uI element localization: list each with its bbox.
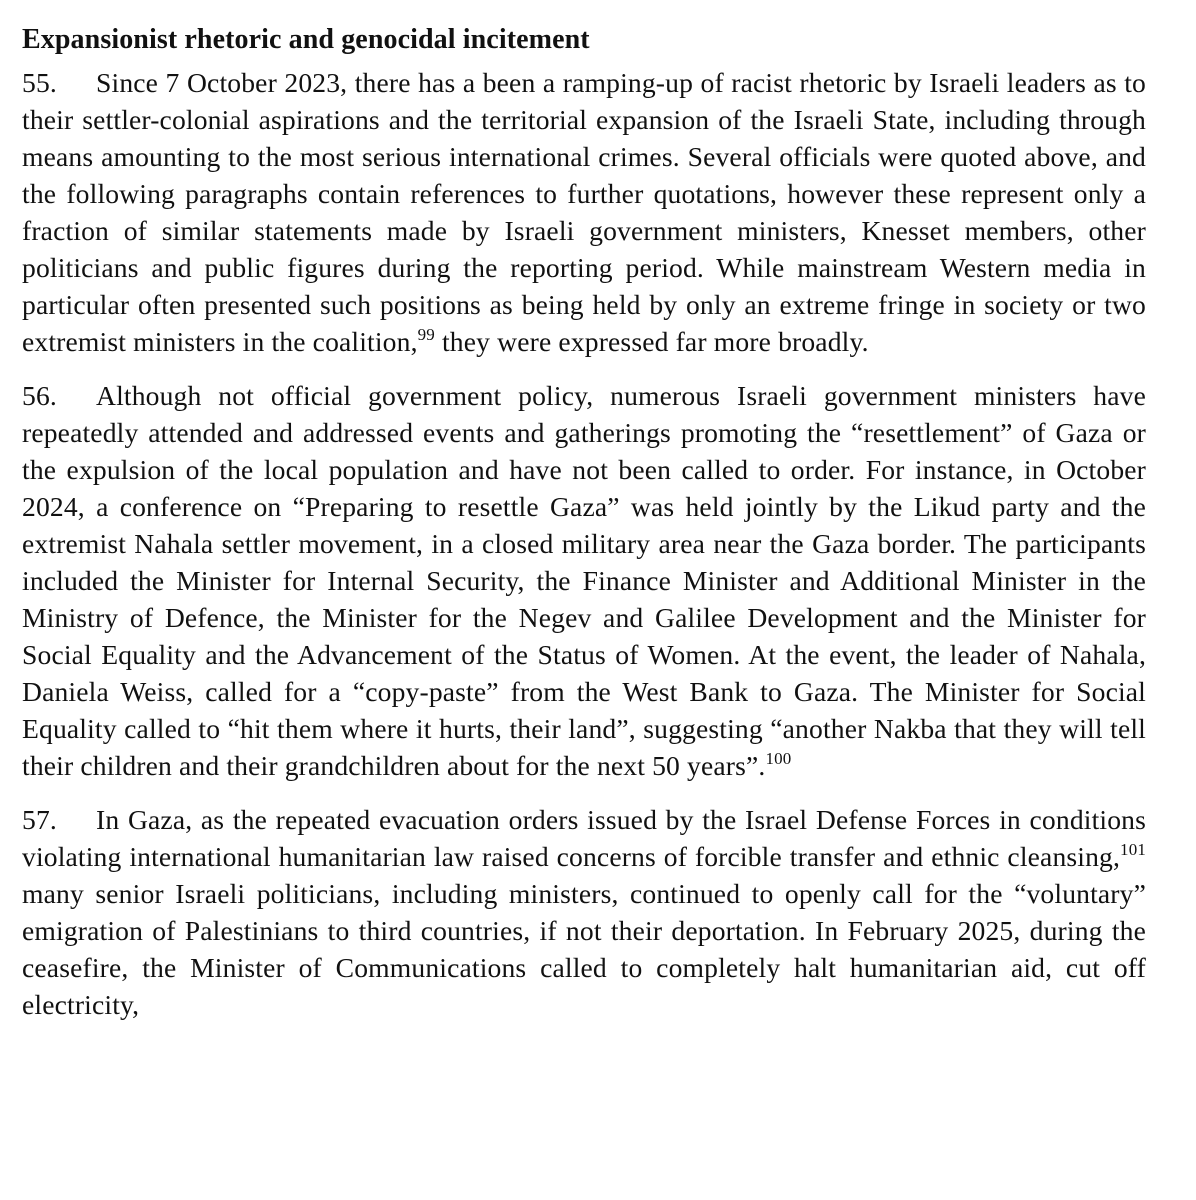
paragraph-text: many senior Israeli politicians, including ministers, continued to openly call for the “voluntary” emigration of Palestinians to third countries, if not their deportation. In February 2025, during the ceasefire, the Minister of Communications called to completely halt humanitarian aid, cut off electricity, xyxy=(22,878,1146,1020)
paragraph-text: they were expressed far more broadly. xyxy=(434,326,869,357)
paragraph-number: 55. xyxy=(22,67,57,98)
paragraph-number: 56. xyxy=(22,380,57,411)
footnote-marker[interactable]: 100 xyxy=(765,749,792,768)
paragraph-55 xyxy=(22,64,1146,360)
document-page xyxy=(22,20,1146,1040)
footnote-marker[interactable]: 101 xyxy=(1120,840,1146,859)
footnote-marker[interactable]: 99 xyxy=(417,325,435,344)
paragraph-text: In Gaza, as the repeated evacuation orders issued by the Israel Defense Forces in conditions violating international humanitarian law raised concerns of forcible transfer and ethnic cleansing, xyxy=(22,804,1146,872)
paragraph-57 xyxy=(22,801,1146,1023)
section-heading: Expansionist rhetoric and genocidal incitement xyxy=(22,24,590,55)
paragraph-text: Since 7 October 2023, there has a been a ramping-up of racist rhetoric by Israeli leaders as to their settler-colonial aspirations and the territorial expansion of the Israeli State, including through means amounting to the most serious international crimes. Several officials were quoted above, and the following paragraphs contain references to further quotations, however these represent only a fraction of similar statements made by Israeli government ministers, Knesset members, other politicians and public figures during the reporting period. While mainstream Western media in particular often presented such positions as being held by only an extreme fringe in society or two extremist ministers in the coalition, xyxy=(22,67,1146,357)
paragraph-text: Although not official government policy, numerous Israeli government ministers have repeatedly attended and addressed events and gatherings promoting the “resettlement” of Gaza or the expulsion of the local population and have not been called to order. For instance, in October 2024, a conference on “Preparing to resettle Gaza” was held jointly by the Likud party and the extremist Nahala settler movement, in a closed military area near the Gaza border. The participants included the Minister for Internal Security, the Finance Minister and Additional Minister in the Ministry of Defence, the Minister for the Negev and Galilee Development and the Minister for Social Equality and the Advancement of the Status of Women. At the event, the leader of Nahala, Daniela Weiss, called for a “copy-paste” from the West Bank to Gaza. The Minister for Social Equality called to “hit them where it hurts, their land”, suggesting “another Nakba that they will tell their children and their grandchildren about for the next 50 years”. xyxy=(22,380,1146,781)
paragraph-56 xyxy=(22,377,1146,784)
paragraph-number: 57. xyxy=(22,804,57,835)
